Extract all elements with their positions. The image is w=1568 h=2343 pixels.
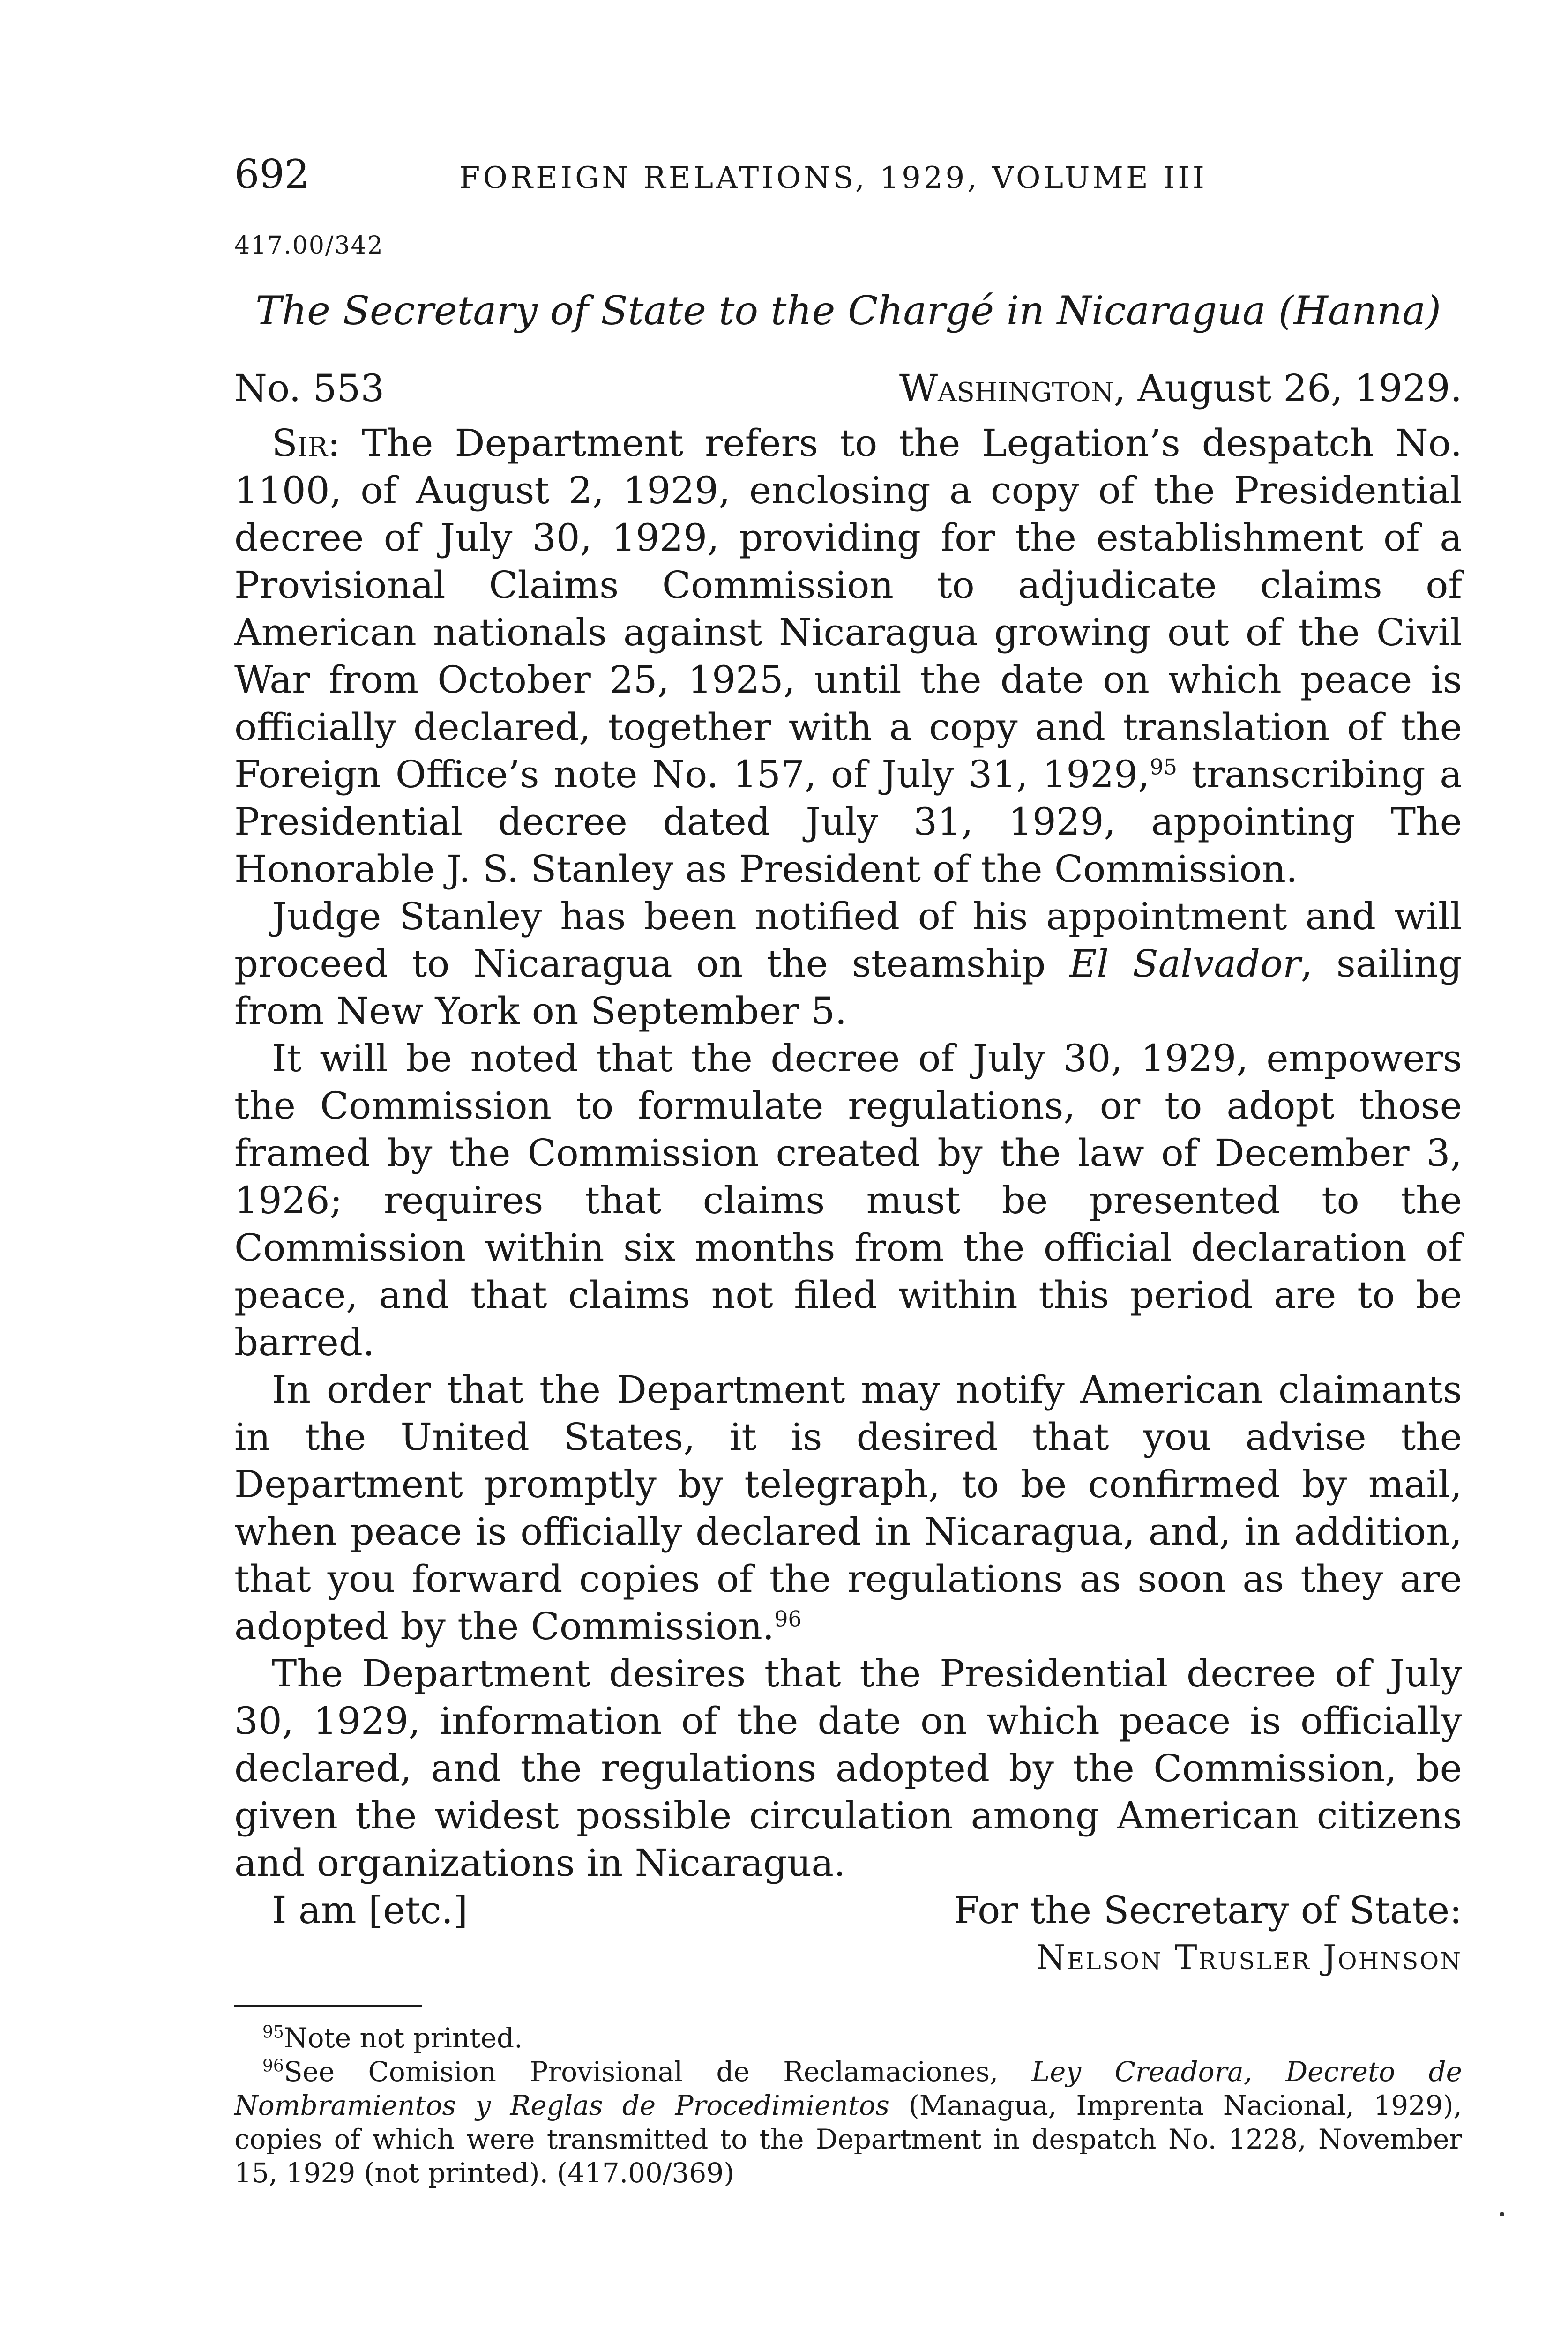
signature: Nelson Trusler Johnson: [1036, 1938, 1462, 1977]
date: , August 26, 1929.: [1113, 366, 1462, 410]
heading-suffix: ): [1426, 288, 1441, 334]
document-page: [234, 151, 1463, 2190]
footnote-96: [234, 2055, 1462, 2190]
footnote-ref-96: 96: [774, 1606, 802, 1632]
place-date: [899, 366, 1462, 410]
paragraph-2-text-b: , sailing from New York on September 5.: [234, 942, 1462, 1033]
paragraph-4-text: In order that the Department may notify American claimants in the United States, it is desired that you advise the Department promptly by telegraph, to be confirmed by mail, when peace is officially declared in Nicaragua, and, in addition, that you forward copies of the regulations as soon as they are adopted by the Commission.: [234, 1368, 1462, 1648]
footnote-95-text: Note not printed.: [284, 2022, 523, 2054]
stray-ink-mark: [1500, 2212, 1504, 2216]
closing: [234, 1887, 1462, 1934]
letter-body: [234, 419, 1462, 1887]
place: Washington: [899, 366, 1114, 410]
running-title: FOREIGN RELATIONS, 1929, VOLUME III: [459, 161, 1207, 195]
ship-name: El Salvador: [1069, 942, 1301, 985]
footnote-95: [234, 2021, 1462, 2055]
footnote-rule: [234, 2005, 422, 2007]
for-line: For the Secretary of State:: [954, 1888, 1462, 1932]
paragraph-2-text-a: Judge Stanley has been notified of his appointment and will proceed to Nicaragua on the steamship: [234, 895, 1462, 985]
page-number: 692: [234, 151, 310, 197]
heading-prefix: The Secretary of State to the Chargé in Nicaragua (: [255, 288, 1294, 334]
footnote-ref-95: 95: [1150, 754, 1178, 780]
footnote-95-mark: 95: [262, 2022, 284, 2042]
paragraph-1: [234, 419, 1462, 893]
paragraph-1-text-b: transcribing a Presidential decree dated July 31, 1929, appointing The Honorable J. S. Stanley as President of the Commission.: [234, 753, 1462, 891]
footnotes: [234, 2021, 1462, 2190]
paragraph-4: [234, 1366, 1462, 1650]
document-heading: [234, 288, 1462, 334]
running-head: [234, 151, 1462, 197]
footnote-96-text-b: (Managua, Imprenta Nacional, 1929), copies of which were transmitted to the Department in despatch No. 1228, November 15, 1929 (not printed). (417.00/369): [234, 2089, 1462, 2189]
footnote-96-text-a: See Comision Provisional de Reclamaciones,: [284, 2056, 1032, 2088]
salutation: Sir: [272, 421, 328, 465]
complimentary-close: I am [etc.]: [272, 1888, 468, 1932]
paragraph-1-text-a: : The Department refers to the Legation’s despatch No. 1100, of August 2, 1929, enclosing a copy of the Presidential decree of July 30, 1929, providing for the establishment of a Provisional Claims Commission to adjudicate claims of American nationals against Nicaragua growing out of the Civil War from October 25, 1925, until the date on which peace is officially declared, together with a copy and translation of the Foreign Office’s note No. 157, of July 31, 1929,: [234, 421, 1462, 796]
dateline: [234, 366, 1462, 410]
paragraph-5: The Department desires that the Presidential decree of July 30, 1929, information of the date on which peace is officially declared, and the regulations adopted by the Commission, be given the widest possible circulation among American citizens and organizations in Nicaragua.: [234, 1652, 1462, 1885]
footnote-96-title: Ley Creadora, Decreto de Nombramientos y Reglas de Procedimientos: [234, 2056, 1463, 2121]
paragraph-3: It will be noted that the decree of July 30, 1929, empowers the Commission to formulate regulations, or to adopt those framed by the Commission created by the law of December 3, 1926; requires that claims must be presented to the Commission within six months from the official declaration of peace, and that claims not filed within this period are to be barred.: [234, 1037, 1462, 1364]
paragraph-2: [234, 893, 1462, 1035]
footnote-96-mark: 96: [262, 2056, 284, 2076]
despatch-number: No. 553: [234, 366, 385, 410]
heading-name: Hanna: [1293, 288, 1426, 334]
file-number: 417.00/342: [234, 231, 384, 260]
